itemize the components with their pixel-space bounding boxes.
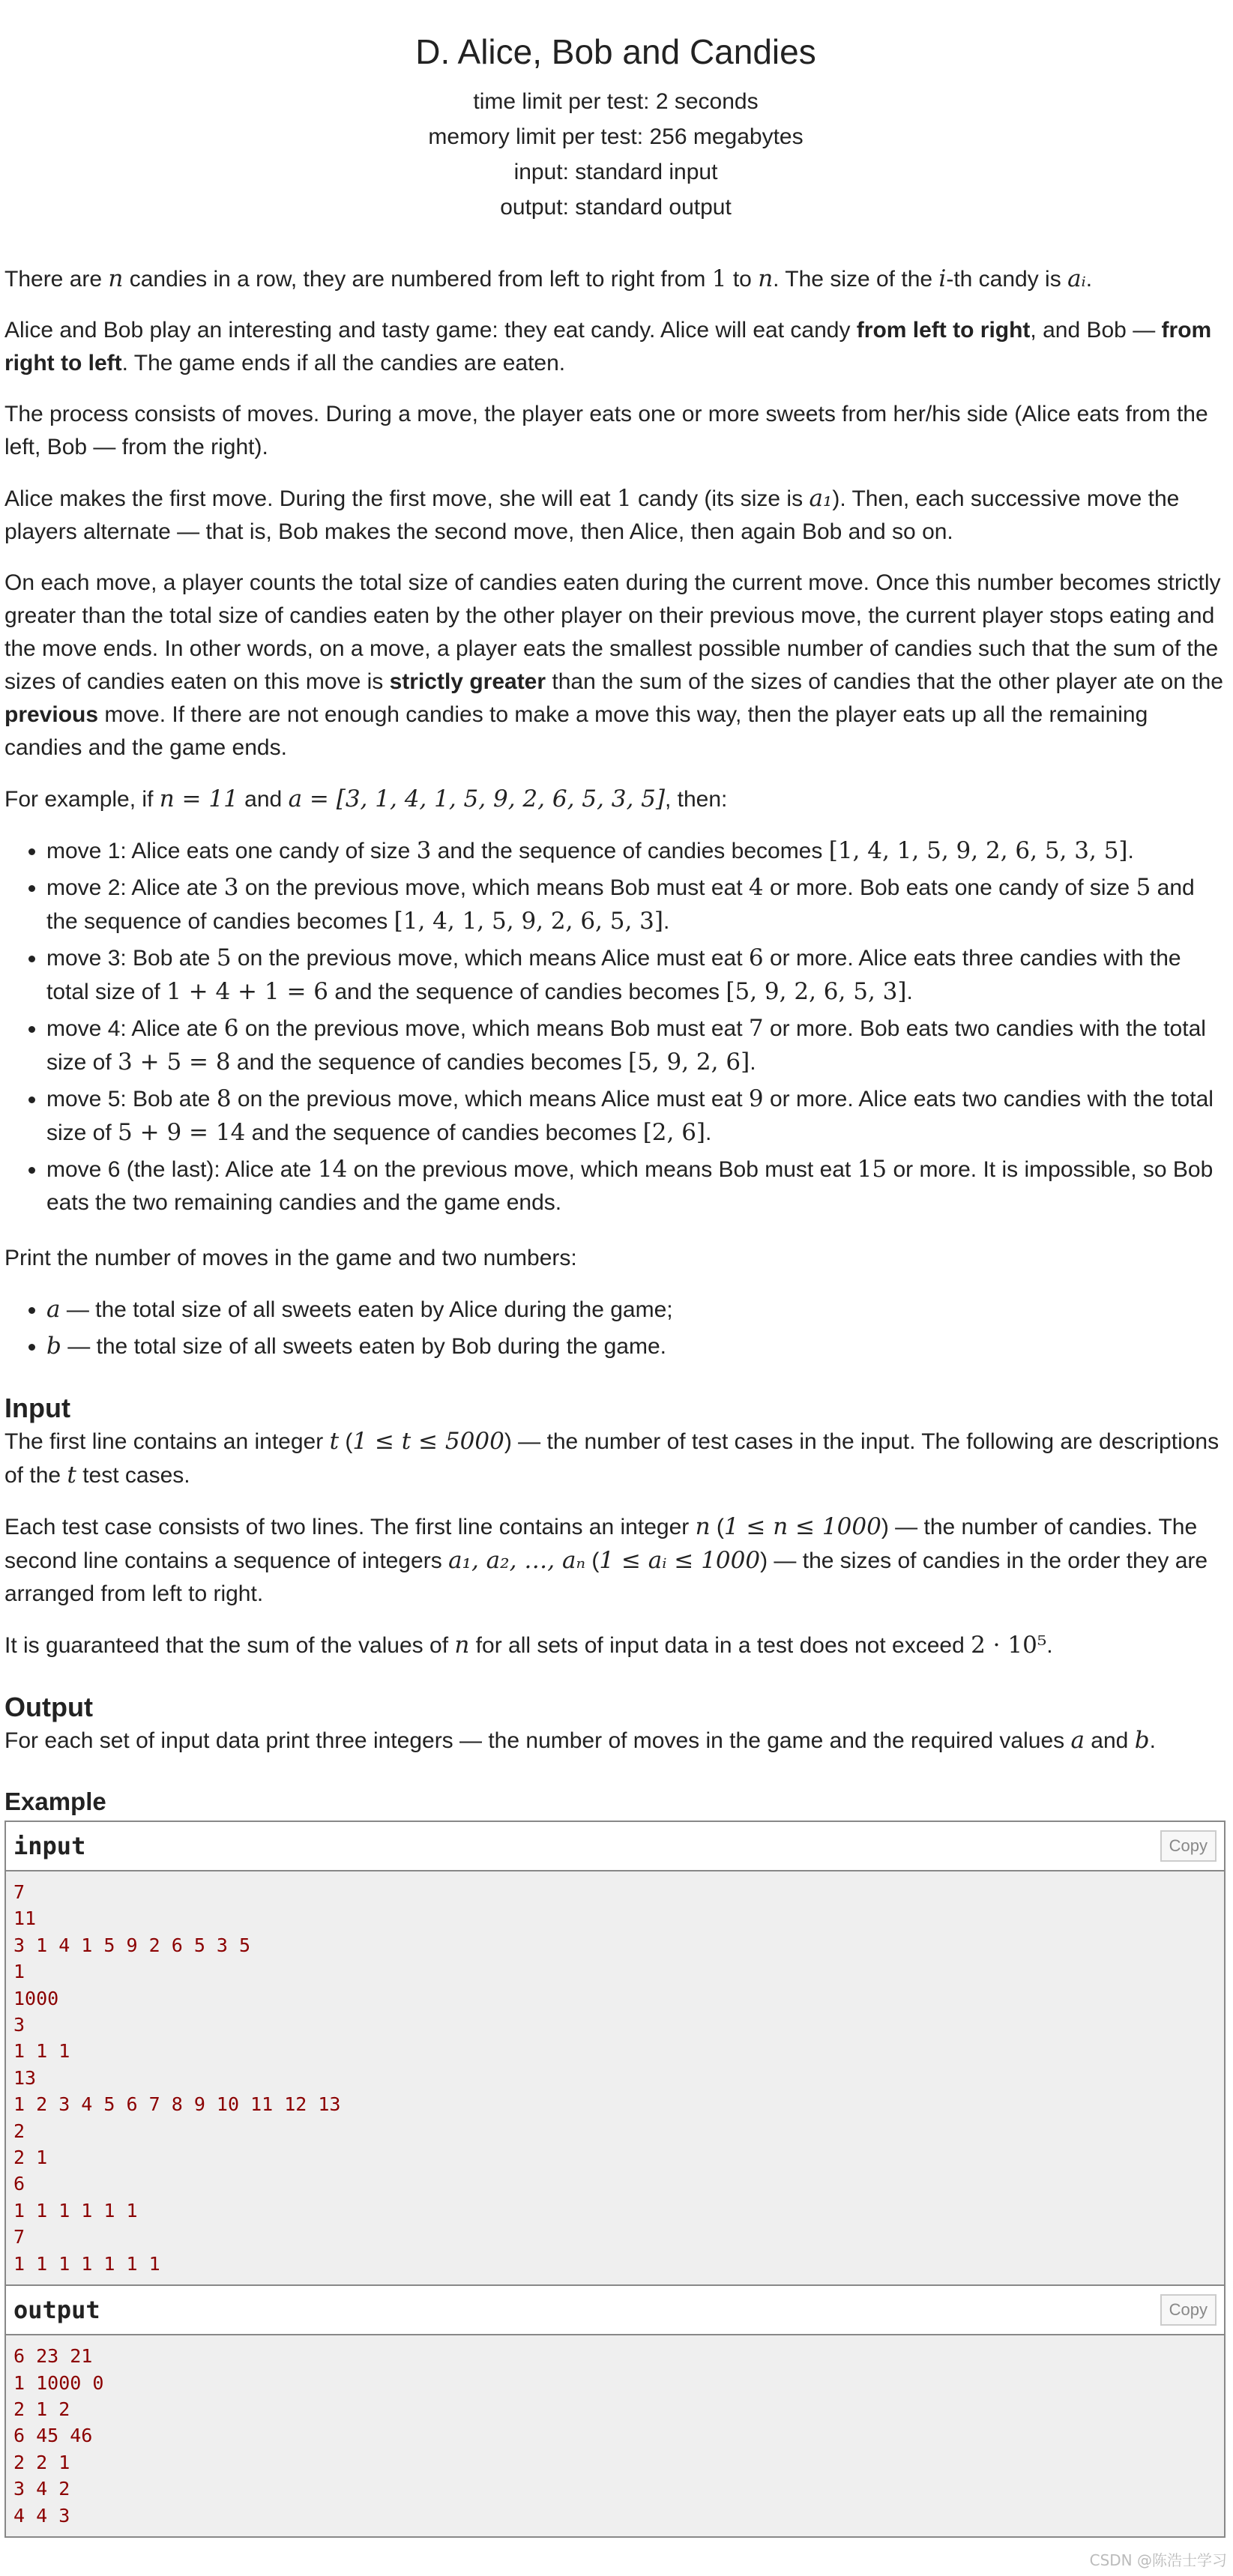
statement-paragraph: The process consists of moves. During a move, the player eats one or more sweets from her/his side (Alice eats from the left, Bob — from the right). (4, 402, 1208, 459)
input-line: 1 1 1 1 1 1 1 (13, 2252, 160, 2275)
sample-output-box (4, 2286, 1226, 2538)
sample-tests (4, 1788, 1227, 2538)
input-specification (4, 1392, 1227, 1662)
list-item: • move 6 (the last): Alice ate 14 on the previous move, which means Bob must eat 15 or more. It is impossible, so Bob eats the two remaining candies and the game ends. (46, 1153, 1227, 1219)
output-line: 6 23 21 (13, 2345, 93, 2368)
list-item: • move 1: Alice eats one candy of size 3 and the sequence of candies becomes [1, 4, 1, 5, 9, 2, 6, 5, 3, 5]. (46, 834, 1227, 868)
list-item: • move 2: Alice ate 3 on the previous move, which means Bob must eat 4 or more. Bob eats one candy of size 5 and the sequence of candies becomes [1, 4, 1, 5, 9, 2, 6, 5, 3]. (46, 871, 1227, 938)
sample-output-content[interactable] (6, 2335, 1224, 2536)
input-paragraph: The first line contains an integer t (1 ≤ t ≤ 5000) — the number of test cases in the input. The following are descriptions of the t test cases. (4, 1428, 1220, 1488)
copy-output-button[interactable]: Copy (1160, 2294, 1217, 2326)
input-line: 3 (13, 2014, 25, 2036)
sample-output-label: output (13, 2296, 100, 2325)
sample-input-content[interactable] (6, 1871, 1224, 2284)
input-line: 6 (13, 2173, 25, 2195)
list-item: • move 4: Alice ate 6 on the previous move, which means Bob must eat 7 or more. Bob eats two candies with the total size of 3 + 5 = 8 and the sequence of candies becomes [5, 9, 2, 6]. (46, 1012, 1227, 1079)
statement-paragraph: Alice and Bob play an interesting and tasty game: they eat candy. Alice will eat candy from left to right, and Bob — from right to left. The game ends if all the candies are eaten. (4, 318, 1212, 375)
section-title-input: Input (4, 1393, 70, 1423)
output-line: 1 1000 0 (13, 2371, 104, 2394)
problem-header (4, 0, 1227, 225)
input-line: 1 1 1 1 1 1 (13, 2199, 138, 2221)
moves-list (4, 834, 1227, 1219)
sample-input-header (6, 1822, 1224, 1871)
input-line: 2 1 (13, 2147, 48, 2169)
list-item: • move 3: Bob ate 5 on the previous move, which means Alice must eat 6 or more. Alice eats three candies with the total size of 1 + 4 + 1 = 6 and the sequence of candies becomes [5, 9, 2, 6, 5, 3]. (46, 941, 1227, 1009)
problem-title: D. Alice, Bob and Candies (415, 32, 816, 71)
input-line: 1 1 1 (13, 2040, 70, 2063)
answers-list (4, 1293, 1227, 1363)
output-spec: output: standard output (500, 195, 732, 220)
problem-statement (4, 262, 1227, 1363)
input-line: 1000 (13, 1987, 59, 2009)
sample-input-label: input (13, 1832, 86, 1860)
watermark: CSDN @陈浩士学习 (1089, 2551, 1227, 2569)
copy-input-button[interactable]: Copy (1160, 1830, 1217, 1862)
sample-input-box (4, 1821, 1226, 2286)
list-item: • b — the total size of all sweets eaten by Bob during the game. (46, 1330, 1227, 1363)
sample-output-header (6, 2286, 1224, 2335)
input-paragraph: It is guaranteed that the sum of the values of n for all sets of input data in a test does not exceed 2 · 10⁵. (4, 1632, 1053, 1659)
input-line: 3 1 4 1 5 9 2 6 5 3 5 (13, 1934, 251, 1956)
statement-paragraph: Alice makes the first move. During the first move, she will eat 1 candy (its size is a₁). Then, each successive move the players alternate — that is, Bob makes the second move, then Alice, then again Bob and so on. (4, 485, 1180, 544)
output-paragraph: For each set of input data print three integers — the number of moves in the game and the required values a and b. (4, 1727, 1156, 1754)
memory-limit: memory limit per test: 256 megabytes (428, 124, 804, 149)
input-line: 11 (13, 1907, 37, 1930)
input-line: 13 (13, 2066, 37, 2089)
output-line: 4 4 3 (13, 2504, 70, 2527)
list-item: • move 5: Bob ate 8 on the previous move, which means Alice must eat 9 or more. Alice eats two candies with the total size of 5 + 9 = 14 and the sequence of candies becomes [2, 6]. (46, 1082, 1227, 1150)
input-spec: input: standard input (513, 160, 718, 184)
section-title-output: Output (4, 1692, 93, 1722)
input-paragraph: Each test case consists of two lines. The first line contains an integer n (1 ≤ n ≤ 1000) — the number of candies. The second line contains a sequence of integers a₁, a₂, …, aₙ (1 ≤ aᵢ ≤ 1000) — the sizes of candies in the order they are arranged from left to right. (4, 1513, 1208, 1606)
input-line: 7 (13, 1881, 25, 1903)
list-item: • a — the total size of all sweets eaten by Alice during the game; (46, 1293, 1227, 1327)
statement-paragraph: For example, if n = 11 and a = [3, 1, 4, 1, 5, 9, 2, 6, 5, 3, 5], then: (4, 785, 728, 812)
output-line: 6 45 46 (13, 2425, 93, 2447)
output-line: 2 2 1 (13, 2451, 70, 2473)
input-line: 1 2 3 4 5 6 7 8 9 10 11 12 13 (13, 2093, 341, 2116)
input-line: 1 (13, 1961, 25, 1983)
output-line: 3 4 2 (13, 2478, 70, 2500)
output-specification (4, 1691, 1227, 1758)
input-line: 2 (13, 2120, 25, 2142)
time-limit: time limit per test: 2 seconds (473, 89, 759, 114)
output-line: 2 1 2 (13, 2398, 70, 2420)
input-line: 7 (13, 2226, 25, 2248)
example-title: Example (4, 1788, 106, 1815)
statement-paragraph: On each move, a player counts the total size of candies eaten during the current move. Once this number becomes strictly greater than the total size of candies eaten by the other player on their previous move, the current player stops eating and the move ends. In other words, on a move, a player eats the smallest possible number of candies such that the sum of the sizes of candies eaten on this move is strictly greater than the sum of the sizes of candies that the other player ate on the previous move. If there are not enough candies to make a move this way, then the player eats up all the remaining candies and the game ends. (4, 570, 1223, 760)
statement-paragraph: There are n candies in a row, they are numbered from left to right from 1 to n. The size of the i-th candy is aᵢ. (4, 265, 1093, 292)
statement-paragraph: Print the number of moves in the game and two numbers: (4, 1246, 577, 1270)
